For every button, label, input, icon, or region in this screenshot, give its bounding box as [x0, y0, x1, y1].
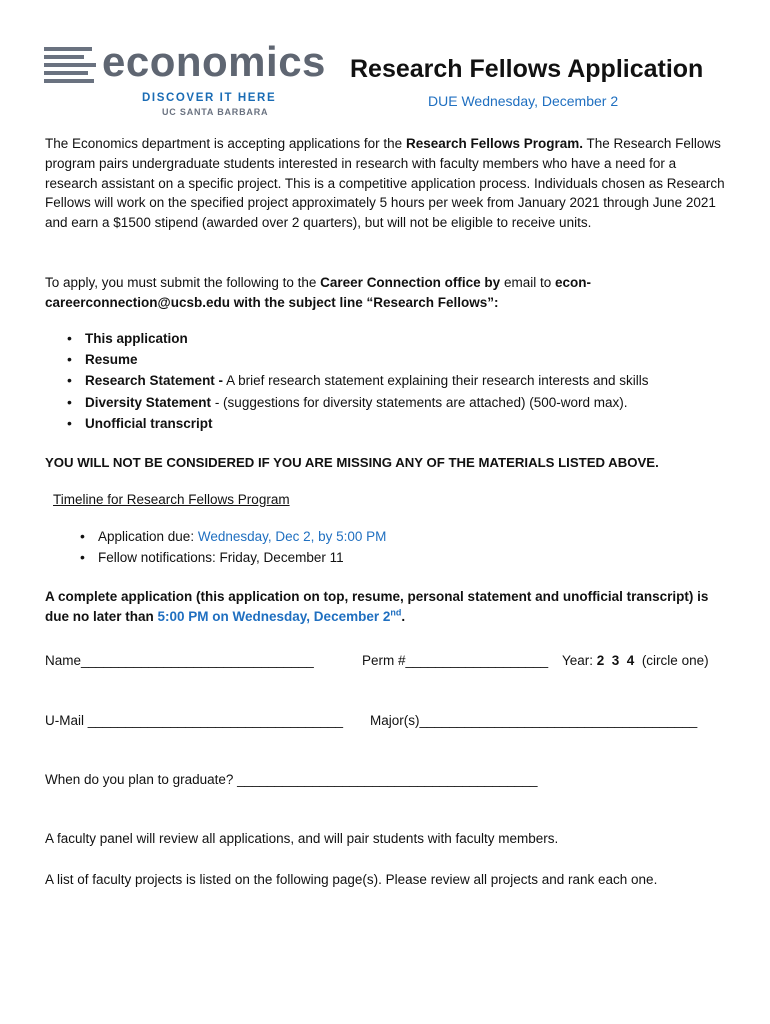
intro-paragraph: The Economics department is accepting applications for the Research Fellows Program. The Research Fellows program pairs undergraduate students interested in research with faculty members who have a need for a research assistant on a specific project. This is a competitive application process. Individuals chosen as Research Fellows will work on the specified project approximately 5 hours per week from January 2021 through June 2021 and earn a $1500 stipend (awarded over 2 quarters), but will not be eligible to receive units.: [45, 136, 725, 231]
major-field[interactable]: Major(s)_____________________________________: [370, 713, 698, 728]
requirements-list: [45, 328, 725, 434]
list-item: • Unofficial transcript: [45, 413, 725, 434]
document-title: Research Fellows Application: [350, 55, 704, 83]
list-item: • Resume: [45, 349, 725, 370]
list-item: • Research Statement - A brief research statement explaining their research interests and skills: [45, 370, 725, 391]
logo-bars-icon: [44, 47, 96, 87]
list-item: • Fellow notifications: Friday, December 11: [58, 547, 708, 568]
perm-field[interactable]: Perm #___________________: [362, 653, 549, 668]
faculty-panel-note: A faculty panel will review all applications, and will pair students with faculty members.: [45, 831, 559, 846]
list-item: • Application due: Wednesday, Dec 2, by 5:00 PM: [58, 526, 708, 547]
missing-materials-warning: YOU WILL NOT BE CONSIDERED IF YOU ARE MISSING ANY OF THE MATERIALS LISTED ABOVE.: [45, 455, 659, 470]
timeline-list: [58, 526, 708, 568]
logo-tagline: DISCOVER IT HERE: [142, 92, 277, 104]
logo-subtitle: UC SANTA BARBARA: [162, 107, 269, 117]
year-field[interactable]: Year: 2 3 4 (circle one): [562, 653, 709, 668]
complete-application-note: A complete application (this application on top, resume, personal statement and unofficial transcript) is due no later than 5:00 PM on Wednesday, December 2nd.: [45, 589, 709, 624]
faculty-projects-note: A list of faculty projects is listed on the following page(s). Please review all projects and rank each one.: [45, 872, 658, 887]
list-item: • Diversity Statement - (suggestions for diversity statements are attached) (500-word max).: [45, 392, 725, 413]
apply-paragraph: To apply, you must submit the following to the Career Connection office by email to econ-careerconnection@ucsb.edu with the subject line “Research Fellows”:: [45, 275, 591, 310]
economics-logo: [44, 38, 334, 124]
list-item: • This application: [45, 328, 725, 349]
due-date: DUE Wednesday, December 2: [428, 93, 619, 109]
name-field[interactable]: Name_______________________________: [45, 653, 314, 668]
logo-word: economics: [102, 38, 326, 85]
umail-field[interactable]: U-Mail __________________________________: [45, 713, 344, 728]
graduation-field[interactable]: When do you plan to graduate? ________________________________________: [45, 772, 538, 787]
timeline-heading: Timeline for Research Fellows Program: [53, 492, 290, 507]
